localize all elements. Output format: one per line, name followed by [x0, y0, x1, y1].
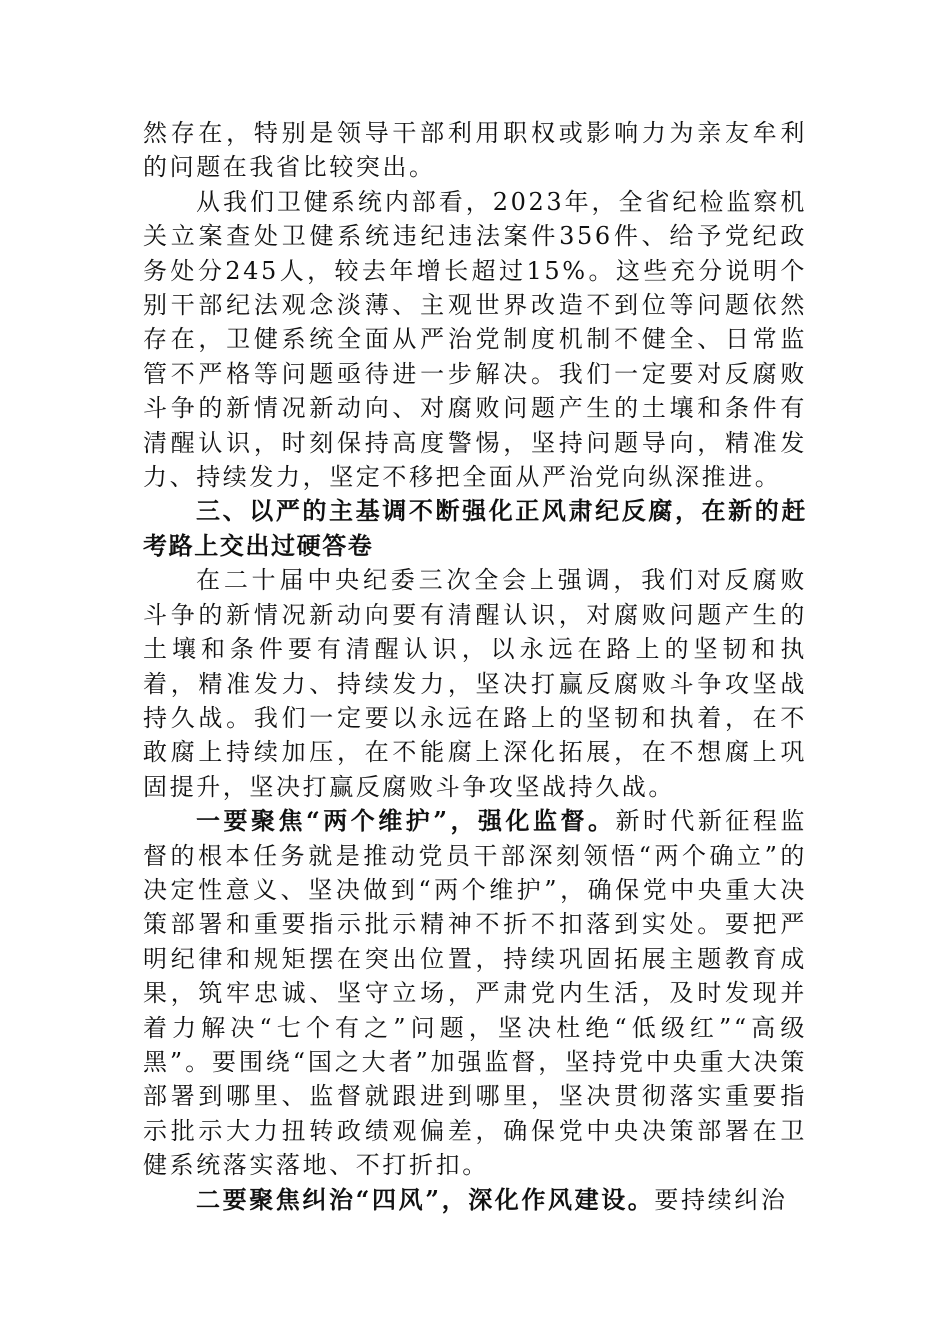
paragraph-central-commission-plenary: 在二十届中央纪委三次全会上强调，我们对反腐败斗争的新情况新动向要有清醒认识，对腐败问题产生的土壤和条件要有清醒认识，以永远在路上的坚韧和执着，精准发力、持续发力，坚决打赢反腐败斗争攻坚战持久战。我们一定要以永远在路上的坚韧和执着，在不敢腐上持续加压，在不能腐上深化拓展，在不想腐上巩固提升，坚决打赢反腐败斗争攻坚战持久战。: [143, 566, 807, 801]
point-one-lead: 一要聚焦“两个维护”，强化监督。: [196, 806, 616, 836]
point-two-body: 要持续纠治: [654, 1185, 788, 1214]
point-two-lead: 二要聚焦纠治“四风”，深化作风建设。: [196, 1184, 655, 1214]
section-heading: 三、以严的主基调不断强化正风肃纪反腐，在新的赶考路上交出过硬答卷: [143, 497, 807, 560]
paragraph-point-one: [143, 804, 807, 1182]
paragraph-continuation: 然存在，特别是领导干部利用职权或影响力为亲友牟利的问题在我省比较突出。: [143, 119, 807, 182]
document-page: [143, 116, 807, 1217]
point-one-body: 新时代新征程监督的根本任务就是推动党员干部深刻领悟“两个确立”的决定性意义、坚决做到“两个维护”，确保党中央重大决策部署和重要指示批示精神不折不扣落到实处。要把严明纪律和规矩摆在突出位置，持续巩固拓展主题教育成果，筑牢忠诚、坚守立场，严肃党内生活，及时发现并着力解决“七个有之”问题，坚决杜绝“低级红”“高级黑”。要围绕“国之大者”加强监督，坚持党中央重大决策部署到哪里、监督就跟进到哪里，坚决贯彻落实重要指示批示大力扭转政绩观偏差，确保党中央决策部署在卫健系统落实落地、不打折扣。: [143, 807, 807, 1180]
paragraph-point-two: [143, 1183, 807, 1217]
paragraph-health-system-statistics: 从我们卫健系统内部看，2023年，全省纪检监察机关立案查处卫健系统违纪违法案件356件、给予党纪政务处分245人，较去年增长超过15%。这些充分说明个别干部纪法观念淡薄、主观世界改造不到位等问题依然存在，卫健系统全面从严治党制度机制不健全、日常监管不严格等问题亟待进一步解决。我们一定要对反腐败斗争的新情况新动向、对腐败问题产生的土壤和条件有清醒认识，时刻保持高度警惕，坚持问题导向，精准发力、持续发力，坚定不移把全面从严治党向纵深推进。: [143, 187, 807, 492]
